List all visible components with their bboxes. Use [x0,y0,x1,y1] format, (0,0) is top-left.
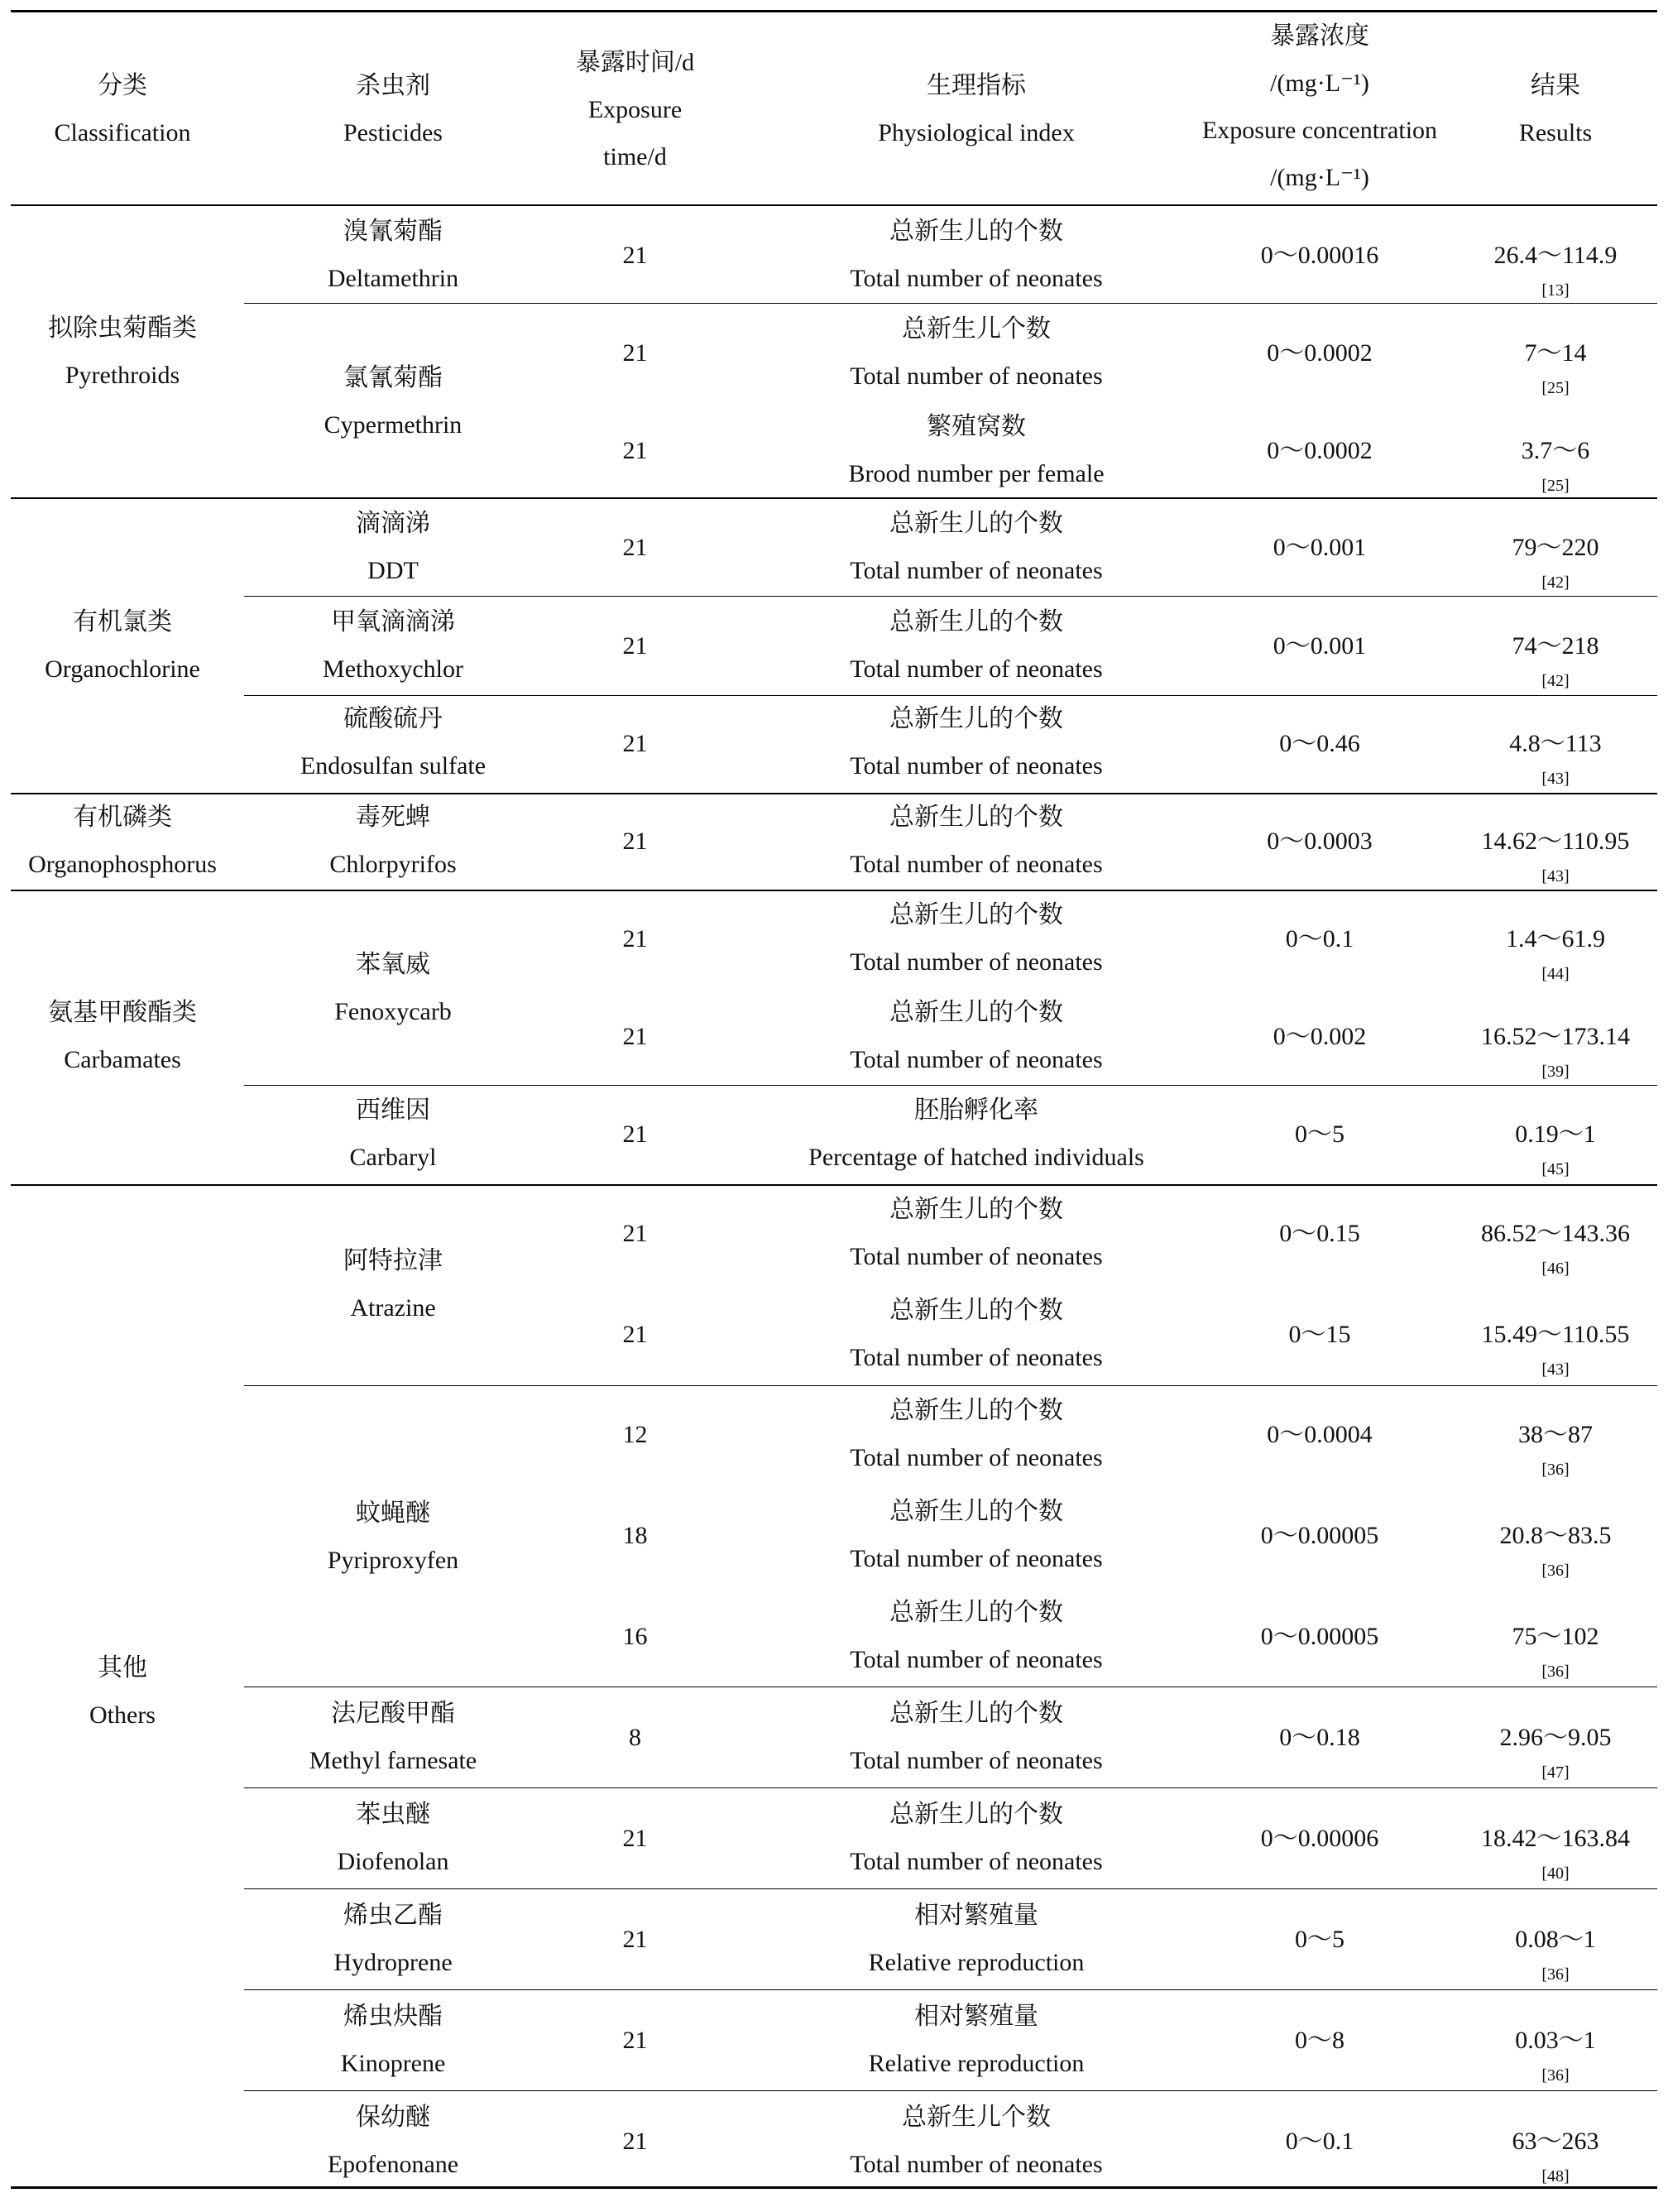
result-cell: 14.62～110.95 [43] [1481,828,1630,885]
time-cell: 16 [622,1623,648,1650]
index-cell: 繁殖窝数 Brood number per female [848,413,1105,487]
index-cell: 总新生儿的个数 Total number of neonates [850,1700,1103,1774]
index-cell: 总新生儿的个数 Total number of neonates [850,1498,1103,1572]
index-cell: 总新生儿个数 Total number of neonates [850,2104,1103,2178]
conc-cell: 0～15 [1288,1321,1351,1348]
sub-rule [244,1888,1657,1889]
sub-rule [244,596,1657,597]
index-cell: 相对繁殖量 Relative reproduction [868,1902,1085,1976]
index-cell: 总新生儿的个数 Total number of neonates [850,1196,1103,1270]
conc-cell: 0～0.0002 [1267,437,1373,464]
index-cell: 总新生儿的个数 Total number of neonates [850,1297,1103,1371]
result-cell: 20.8～83.5 [36] [1499,1522,1612,1580]
time-cell: 12 [622,1421,648,1448]
time-cell: 21 [622,2128,648,2155]
result-cell: 1.4～61.9 [44] [1506,925,1605,983]
pesticide-cell: 滴滴涕 DDT [356,510,430,584]
conc-cell: 0～0.00016 [1260,242,1379,269]
pesticide-cell: 阿特拉津 Atrazine [343,1247,443,1322]
pesticide-cell: 毒死蜱 Chlorpyrifos [329,804,457,878]
conc-cell: 0～0.0002 [1267,339,1373,367]
group-cell: 有机磷类 Organophosphorus [28,804,217,878]
time-cell: 21 [622,1220,648,1247]
pesticide-cell: 甲氧滴滴涕 Methoxychlor [323,608,463,683]
result-cell: 0.19～1 [45] [1515,1120,1596,1178]
index-cell: 总新生儿的个数 Total number of neonates [850,999,1103,1073]
pesticide-cell: 烯虫炔酯 Kinoprene [340,2003,446,2077]
ref-sup: [39] [1541,1063,1570,1081]
sub-rule [244,1385,1657,1386]
conc-cell: 0～5 [1295,1120,1344,1148]
result-cell: 38～87 [36] [1518,1421,1593,1479]
conc-cell: 0～0.1 [1285,925,1354,952]
time-cell: 21 [622,1321,648,1348]
ref-sup: [36] [1541,2066,1570,2085]
time-cell: 21 [622,632,648,660]
ref-sup: [44] [1541,965,1570,983]
index-cell: 总新生儿的个数 Total number of neonates [850,901,1103,976]
ref-sup: [36] [1541,1663,1570,1681]
time-cell: 21 [622,2027,648,2054]
time-cell: 21 [622,925,648,952]
pesticide-cell: 硫酸硫丹 Endosulfan sulfate [300,705,486,780]
time-cell: 18 [622,1522,648,1549]
group-cell: 拟除虫菊酯类 Pyrethroids [48,314,197,389]
index-cell: 总新生儿个数 Total number of neonates [850,315,1103,390]
header-exposure-time: 暴露时间/d Exposure time/d [575,49,695,170]
pesticide-cell: 苯虫醚 Diofenolan [337,1801,449,1875]
pesticide-cell: 氯氰菊酯 Cypermethrin [324,364,463,439]
ref-sup: [36] [1541,1965,1570,1984]
group-cell: 其他 Others [89,1654,156,1729]
ref-sup: [43] [1541,770,1570,788]
index-cell: 相对繁殖量 Relative reproduction [868,2003,1085,2077]
ref-sup: [36] [1541,1562,1570,1580]
index-cell: 总新生儿的个数 Total number of neonates [850,218,1103,292]
ref-sup: [48] [1541,2167,1570,2186]
sub-rule [244,1989,1657,1990]
conc-cell: 0～0.00005 [1260,1522,1379,1549]
index-cell: 总新生儿的个数 Total number of neonates [850,1801,1103,1875]
ref-sup: [36] [1541,1461,1570,1479]
index-cell: 总新生儿的个数 Total number of neonates [850,1599,1103,1673]
index-cell: 总新生儿的个数 Total number of neonates [850,804,1103,878]
time-cell: 21 [622,534,648,561]
pesticide-cell: 溴氰菊酯 Deltamethrin [327,218,459,292]
sub-rule [244,1085,1657,1086]
time-cell: 21 [622,730,648,757]
conc-cell: 0～0.0003 [1267,828,1373,855]
ref-sup: [47] [1541,1763,1570,1782]
conc-cell: 0～0.00006 [1260,1825,1379,1852]
result-cell: 74～218 [42] [1512,632,1599,690]
ref-sup: [25] [1541,379,1570,397]
result-cell: 75～102 [36] [1512,1623,1599,1681]
ref-sup: [13] [1541,281,1570,300]
header-results: 结果 Results [1518,72,1593,146]
sub-rule [244,303,1657,304]
header-classification: 分类 Classification [54,72,191,146]
ref-sup: [43] [1541,867,1570,885]
conc-cell: 0～0.001 [1273,632,1367,660]
result-cell: 18.42～163.84 [40] [1481,1825,1630,1883]
conc-cell: 0～8 [1295,2027,1344,2054]
header-rule [11,204,1657,206]
result-cell: 0.08～1 [36] [1515,1926,1596,1984]
pesticide-cell: 苯氧威 Fenoxycarb [334,951,452,1025]
header-pesticides: 杀虫剂 Pesticides [343,72,443,146]
result-cell: 79～220 [42] [1512,534,1599,592]
index-cell: 总新生儿的个数 Total number of neonates [850,608,1103,683]
ref-sup: [45] [1541,1160,1570,1178]
ref-sup: [42] [1541,672,1570,690]
conc-cell: 0～0.46 [1279,730,1360,757]
header-physiological-index: 生理指标 Physiological index [878,72,1075,146]
result-cell: 86.52～143.36 [46] [1481,1220,1630,1278]
conc-cell: 0～0.18 [1279,1724,1360,1751]
conc-cell: 0～0.001 [1273,534,1367,561]
result-cell: 15.49～110.55 [43] [1481,1321,1630,1379]
sub-rule [244,2090,1657,2091]
index-cell: 总新生儿的个数 Total number of neonates [850,705,1103,780]
group-cell: 有机氯类 Organochlorine [45,608,200,683]
ref-sup: [40] [1541,1864,1570,1883]
time-cell: 8 [629,1724,641,1751]
conc-cell: 0～0.1 [1285,2128,1354,2155]
ref-sup: [43] [1541,1360,1570,1379]
ref-sup: [42] [1541,573,1570,592]
index-cell: 胚胎孵化率 Percentage of hatched individuals [808,1096,1144,1171]
index-cell: 总新生儿的个数 Total number of neonates [850,510,1103,584]
pesticide-cell: 西维因 Carbaryl [349,1096,437,1171]
pesticide-cell: 法尼酸甲酯 Methyl farnesate [309,1700,477,1774]
result-cell: 26.4～114.9 [13] [1493,242,1618,300]
pesticide-cell: 烯虫乙酯 Hydroprene [333,1902,453,1976]
pesticide-cell: 保幼醚 Epofenonane [327,2104,459,2178]
result-cell: 0.03～1 [36] [1515,2027,1596,2085]
conc-cell: 0～0.0004 [1267,1421,1373,1448]
result-cell: 63～263 [48] [1512,2128,1599,2186]
ref-sup: [46] [1541,1260,1570,1278]
sub-rule [244,1787,1657,1788]
result-cell: 2.96～9.05 [47] [1499,1724,1612,1782]
group-cell: 氨基甲酸酯类 Carbamates [48,999,197,1073]
conc-cell: 0～5 [1295,1926,1344,1953]
group-rule [11,497,1657,499]
pesticide-cell: 蚊蝇醚 Pyriproxyfen [327,1499,459,1574]
conc-cell: 0～0.002 [1273,1023,1367,1050]
time-cell: 21 [622,1120,648,1148]
time-cell: 21 [622,242,648,269]
time-cell: 21 [622,339,648,367]
ref-sup: [25] [1541,477,1570,495]
conc-cell: 0～0.15 [1279,1220,1360,1247]
result-cell: 4.8～113 [43] [1509,730,1602,788]
time-cell: 21 [622,437,648,464]
result-cell: 7～14 [25] [1524,339,1587,397]
header-exposure-concentration: 暴露浓度 /(mg·L⁻¹) Exposure concentration /(mg·L⁻¹) [1201,22,1438,191]
time-cell: 21 [622,828,648,855]
result-cell: 16.52～173.14 [39] [1481,1023,1630,1081]
conc-cell: 0～0.00005 [1260,1623,1379,1650]
time-cell: 21 [622,1825,648,1852]
time-cell: 21 [622,1023,648,1050]
index-cell: 总新生儿的个数 Total number of neonates [850,1397,1103,1471]
result-cell: 3.7～6 [25] [1521,437,1590,495]
time-cell: 21 [622,1926,648,1953]
